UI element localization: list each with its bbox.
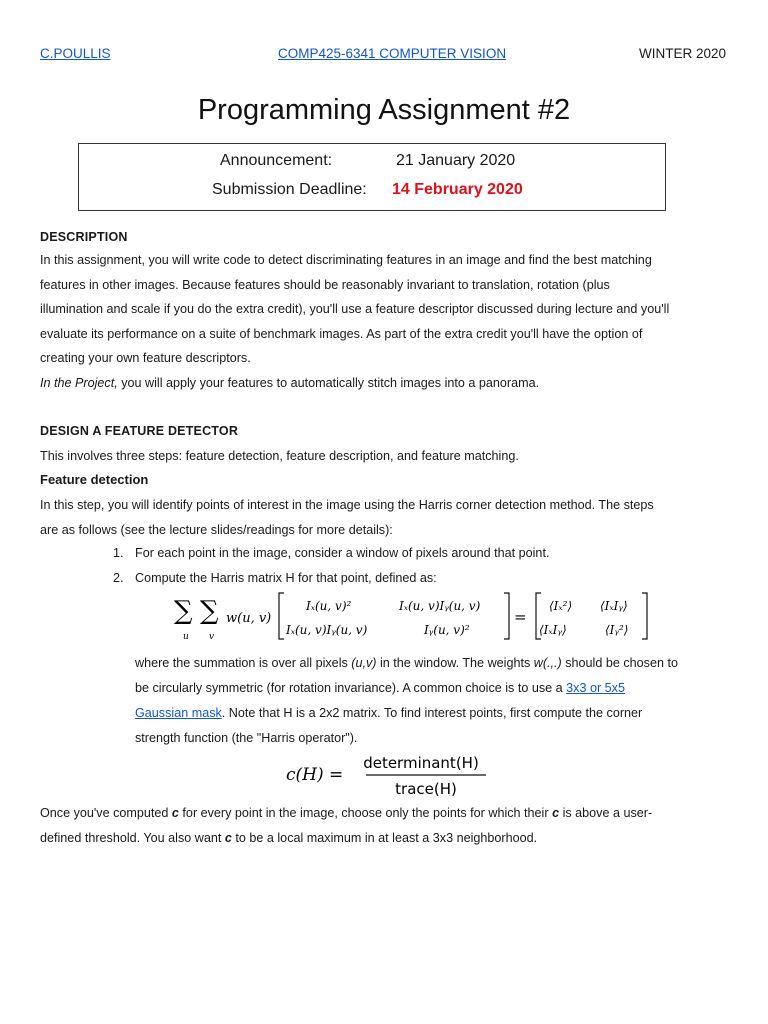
closing-line xyxy=(40,826,740,851)
deadline-value: 14 February 2020 xyxy=(392,181,523,198)
closing-line xyxy=(40,801,740,826)
description-paragraph xyxy=(40,248,740,395)
project-text: you will apply your features to automatically stitch images into a panorama. xyxy=(117,375,540,390)
explanation-line xyxy=(135,701,735,726)
matrix-entry: ⟨IₓIᵧ⟩ xyxy=(539,623,567,637)
feature-detection-paragraph xyxy=(40,493,740,542)
text-run: should be chosen to xyxy=(561,656,678,670)
paragraph-line: are as follows (see the lecture slides/readings for more details): xyxy=(40,522,393,537)
text-run: Once you've computed xyxy=(40,806,172,820)
weights-math: w(.,.) xyxy=(533,656,562,670)
description-line: evaluate its performance on a suite of benchmark images. As part of the extra credit you'll have the option of xyxy=(40,326,643,341)
description-line: features in other images. Because features should be reasonably invariant to translation, rotation (plus xyxy=(40,277,610,292)
matrix-entry: Iᵧ(u, v)² xyxy=(424,623,470,637)
description-line: creating your own feature descriptors. xyxy=(40,351,251,365)
matrix-entry: Iₓ(u, v)Iᵧ(u, v) xyxy=(286,623,368,637)
equation-lhs: c(H) = xyxy=(286,765,344,785)
explanation-line: strength function (the "Harris operator"). xyxy=(135,731,358,745)
description-line: In this assignment, you will write code to detect discriminating features in an image and find the best matching xyxy=(40,253,652,267)
text-run: be circularly symmetric (for rotation invariance). A common choice is to use a xyxy=(135,681,567,695)
dates-box xyxy=(78,143,666,211)
list-text: Compute the Harris matrix H for that point, defined as: xyxy=(135,571,437,585)
matrix-entry: ⟨Iₓ²⟩ xyxy=(549,599,573,613)
explanation-line xyxy=(135,651,735,676)
list-item xyxy=(113,546,549,560)
matrix-entry: ⟨IₓIᵧ⟩ xyxy=(600,599,628,613)
explanation-line xyxy=(135,676,735,701)
text-run: where the summation is over all pixels xyxy=(135,656,352,670)
description-heading: DESCRIPTION xyxy=(40,230,128,244)
matrix-entry: Iₓ(u, v)² xyxy=(306,599,352,613)
matrix-entry: ⟨Iᵧ²⟩ xyxy=(605,623,629,637)
announcement-value: 21 January 2020 xyxy=(396,152,516,169)
sum-index-u: u xyxy=(183,632,189,642)
c-symbol: c xyxy=(224,830,232,845)
text-run: . Note that H is a 2x2 matrix. To find interest points, first compute the corner xyxy=(221,706,643,720)
list-number: 2. xyxy=(113,571,124,585)
feature-detection-heading: Feature detection xyxy=(40,472,149,487)
gaussian-mask-link[interactable]: 3x3 or 5x5 xyxy=(566,681,625,695)
text-run: in the window. The weights xyxy=(376,656,534,670)
right-bracket xyxy=(504,593,509,639)
equals-sign: = xyxy=(514,608,527,626)
design-intro: This involves three steps: feature detection, feature description, and feature matching. xyxy=(40,449,519,463)
project-italic: In the Project, xyxy=(40,375,118,390)
left-bracket xyxy=(279,593,284,639)
gaussian-mask-link[interactable]: Gaussian mask xyxy=(135,706,222,720)
page-title: Programming Assignment #2 xyxy=(197,94,571,126)
text-run: for every point in the image, choose only the points for which their xyxy=(178,806,553,820)
sum-symbol: ∑ xyxy=(200,596,219,626)
explanation-paragraph xyxy=(135,651,735,751)
deadline-label: Submission Deadline: xyxy=(212,181,367,198)
list-text: For each point in the image, consider a window of pixels around that point. xyxy=(135,546,550,560)
sum-symbol: ∑ xyxy=(174,596,193,626)
text-run: is above a user- xyxy=(559,806,653,820)
description-line: illumination and scale if you do the extra credit), you'll use a feature descriptor discussed during lecture and you'll xyxy=(40,302,670,316)
sum-index-v: v xyxy=(209,632,215,642)
announcement-label: Announcement: xyxy=(220,152,333,169)
weight-function: w(u, v) xyxy=(226,611,272,626)
paragraph-line: In this step, you will identify points of interest in the image using the Harris corner detection method. The steps xyxy=(40,498,654,512)
author-link[interactable]: C.POULLIS xyxy=(40,46,111,61)
course-link[interactable]: COMP425-6341 COMPUTER VISION xyxy=(278,46,507,61)
design-heading: DESIGN A FEATURE DETECTOR xyxy=(40,424,239,438)
c-symbol: c xyxy=(171,806,179,820)
equation-numerator: determinant(H) xyxy=(363,754,479,772)
harris-operator-equation xyxy=(284,750,494,800)
equation-denominator: trace(H) xyxy=(395,780,457,798)
term-label: WINTER 2020 xyxy=(639,46,727,61)
c-symbol: c xyxy=(552,806,560,820)
uv-math: (u,v) xyxy=(351,656,377,670)
list-number: 1. xyxy=(113,546,124,560)
text-run: defined threshold. You also want xyxy=(40,830,225,845)
harris-matrix-equation xyxy=(168,589,658,645)
right-bracket xyxy=(642,593,647,639)
list-item xyxy=(113,571,437,585)
matrix-entry: Iₓ(u, v)Iᵧ(u, v) xyxy=(399,599,481,613)
closing-paragraph xyxy=(40,801,740,850)
project-line xyxy=(40,371,740,396)
text-run: to be a local maximum in at least a 3x3 neighborhood. xyxy=(231,830,538,845)
